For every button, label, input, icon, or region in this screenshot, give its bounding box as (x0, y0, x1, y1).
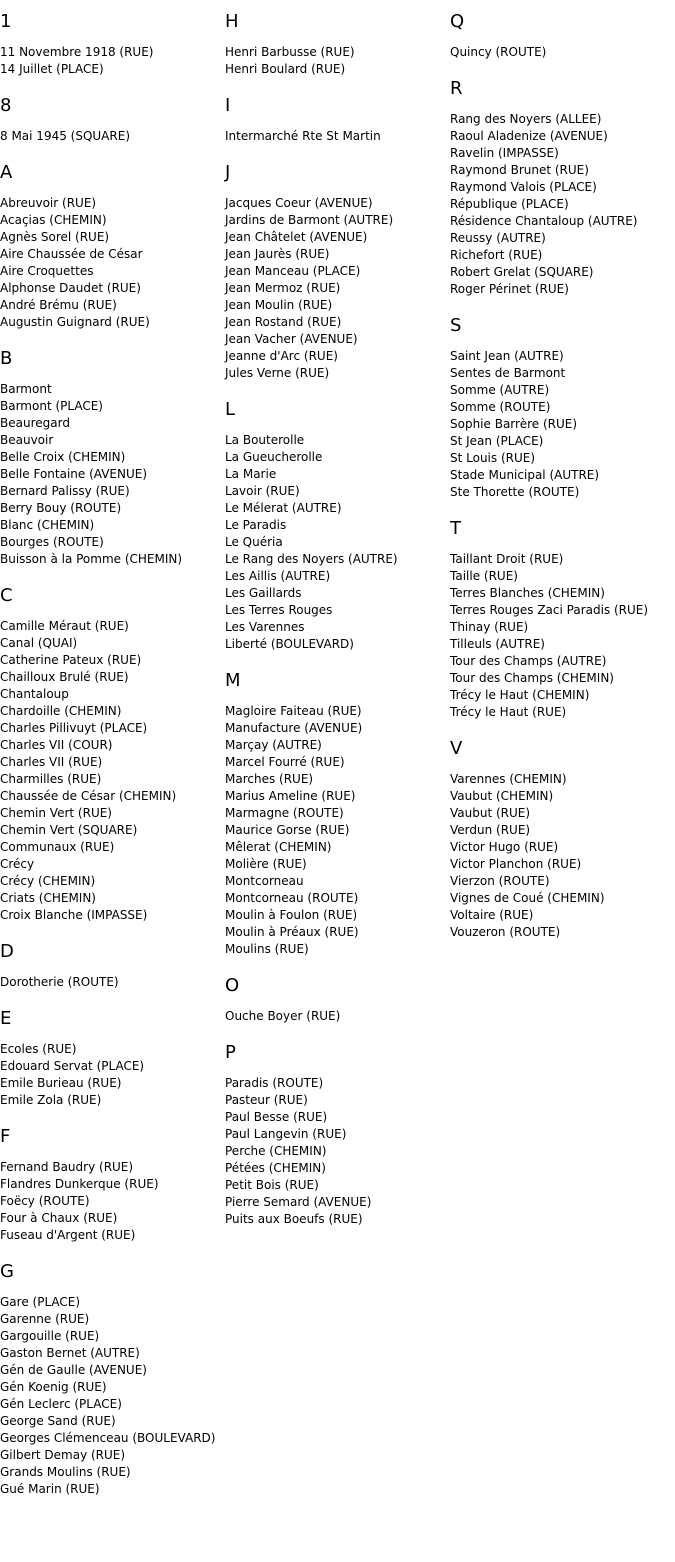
street-name: Jean Moulin (RUE) (225, 298, 333, 312)
street-name: Charmilles (RUE) (0, 772, 102, 786)
street-name: Marçay (AUTRE) (225, 738, 322, 752)
street-name: Gén de Gaulle (AVENUE) (0, 1363, 147, 1377)
street-name: Raoul Aladenize (AVENUE) (450, 129, 608, 143)
street-index-column-2 (225, 10, 445, 1244)
letter-section (450, 314, 675, 501)
street-name: Blanc (CHEMIN) (0, 518, 95, 532)
street-name: Flandres Dunkerque (RUE) (0, 1177, 159, 1191)
street-name: Paradis (ROUTE) (225, 1076, 324, 1090)
street-name: Jean Rostand (RUE) (225, 315, 342, 329)
street-name: Chardoille (CHEMIN) (0, 704, 122, 718)
street-name: Charles VII (COUR) (0, 738, 113, 752)
street-name: Les Varennes (225, 620, 305, 634)
letter-section (0, 1260, 220, 1498)
street-name: Emile Burieau (RUE) (0, 1076, 122, 1090)
street-name: Lavoir (RUE) (225, 484, 300, 498)
street-name: Barmont (PLACE) (0, 399, 103, 413)
section-letter-heading: V (450, 738, 463, 759)
street-name: Emile Zola (RUE) (0, 1093, 102, 1107)
street-name: 11 Novembre 1918 (RUE) (0, 45, 154, 59)
letter-section (225, 974, 445, 1025)
letter-section (225, 1041, 445, 1228)
street-name: Moulin à Préaux (RUE) (225, 925, 359, 939)
section-letter-heading: T (450, 518, 461, 539)
letter-section (450, 10, 675, 61)
street-name: La Marie (225, 467, 277, 481)
street-name: Buisson à la Pomme (CHEMIN) (0, 552, 183, 566)
street-name: Paul Besse (RUE) (225, 1110, 328, 1124)
letter-section (450, 77, 675, 298)
street-name: Ravelin (IMPASSE) (450, 146, 559, 160)
street-name: Robert Grelat (SQUARE) (450, 265, 594, 279)
street-name: Gargouille (RUE) (0, 1329, 100, 1343)
street-name: Ouche Boyer (RUE) (225, 1009, 341, 1023)
street-name: Raymond Brunet (RUE) (450, 163, 589, 177)
section-letter-heading: 8 (0, 95, 12, 116)
section-letter-heading: P (225, 1042, 236, 1063)
street-name: Intermarché Rte St Martin (225, 129, 381, 143)
street-name: Abreuvoir (RUE) (0, 196, 97, 210)
street-name: Gué Marin (RUE) (0, 1482, 100, 1496)
section-letter-heading: A (0, 162, 13, 183)
street-name: Camille Méraut (RUE) (0, 619, 129, 633)
street-name: Sophie Barrère (RUE) (450, 417, 578, 431)
section-letter-heading: B (0, 348, 13, 369)
street-name: Charles Pillivuyt (PLACE) (0, 721, 148, 735)
street-name: Foëcy (ROUTE) (0, 1194, 90, 1208)
street-name: Alphonse Daudet (RUE) (0, 281, 141, 295)
street-name: Marches (RUE) (225, 772, 314, 786)
street-name: Taille (RUE) (450, 569, 518, 583)
street-name: Rang des Noyers (ALLEE) (450, 112, 602, 126)
street-name: Maurice Gorse (RUE) (225, 823, 350, 837)
street-name: Aire Chaussée de César (0, 247, 143, 261)
street-name: Chemin Vert (RUE) (0, 806, 112, 820)
street-name: Les Terres Rouges (225, 603, 333, 617)
street-name: Tour des Champs (CHEMIN) (450, 671, 614, 685)
street-index-column-3 (450, 10, 675, 957)
letter-section (0, 161, 220, 331)
street-name: Berry Bouy (ROUTE) (0, 501, 122, 515)
street-name: Vignes de Coué (CHEMIN) (450, 891, 605, 905)
street-name: Chailloux Brulé (RUE) (0, 670, 129, 684)
street-name: Somme (AUTRE) (450, 383, 550, 397)
letter-section (0, 1125, 220, 1244)
letter-section (450, 517, 675, 721)
street-name: Reussy (AUTRE) (450, 231, 546, 245)
street-name: La Bouterolle (225, 433, 305, 447)
street-name: Croix Blanche (IMPASSE) (0, 908, 148, 922)
street-name: République (PLACE) (450, 197, 569, 211)
section-letter-heading: D (0, 941, 14, 962)
street-name: Charles VII (RUE) (0, 755, 103, 769)
street-name: Jeanne d'Arc (RUE) (225, 349, 338, 363)
street-name: Terres Rouges Zaci Paradis (RUE) (450, 603, 649, 617)
street-name: Perche (CHEMIN) (225, 1144, 327, 1158)
section-letter-heading: I (225, 95, 231, 116)
street-name: Trécy le Haut (CHEMIN) (450, 688, 590, 702)
street-name: Marcel Fourré (RUE) (225, 755, 345, 769)
street-name: Fuseau d'Argent (RUE) (0, 1228, 136, 1242)
letter-section (0, 10, 220, 78)
street-name: Agnès Sorel (RUE) (0, 230, 110, 244)
street-name: La Gueucherolle (225, 450, 323, 464)
street-name: Les Aillis (AUTRE) (225, 569, 331, 583)
section-letter-heading: E (0, 1008, 12, 1029)
street-name: Gilbert Demay (RUE) (0, 1448, 126, 1462)
street-name: Vouzeron (ROUTE) (450, 925, 561, 939)
letter-section (0, 94, 220, 145)
street-name: Jean Mermoz (RUE) (225, 281, 341, 295)
street-name: 8 Mai 1945 (SQUARE) (0, 129, 130, 143)
section-letter-heading: H (225, 11, 239, 32)
section-letter-heading: L (225, 399, 236, 420)
street-name: Canal (QUAI) (0, 636, 78, 650)
letter-section (225, 94, 445, 145)
street-name: Georges Clémenceau (BOULEVARD) (0, 1431, 216, 1445)
street-name: Saint Jean (AUTRE) (450, 349, 564, 363)
letter-section (0, 584, 220, 924)
street-name: Marmagne (ROUTE) (225, 806, 344, 820)
street-name: Jean Vacher (AVENUE) (225, 332, 358, 346)
street-name: Molière (RUE) (225, 857, 307, 871)
street-name: Victor Hugo (RUE) (450, 840, 559, 854)
street-name: Manufacture (AVENUE) (225, 721, 363, 735)
street-name: Bernard Palissy (RUE) (0, 484, 130, 498)
street-name: Ecoles (RUE) (0, 1042, 77, 1056)
street-name: Montcorneau (ROUTE) (225, 891, 359, 905)
street-name: Moulin à Foulon (RUE) (225, 908, 358, 922)
section-letter-heading: J (225, 162, 231, 183)
street-name: Marius Ameline (RUE) (225, 789, 356, 803)
street-name: St Louis (RUE) (450, 451, 536, 465)
street-name: Montcorneau (225, 874, 304, 888)
street-name: Henri Boulard (RUE) (225, 62, 346, 76)
street-name: Roger Périnet (RUE) (450, 282, 569, 296)
street-name: Quincy (ROUTE) (450, 45, 547, 59)
street-name: Raymond Valois (PLACE) (450, 180, 597, 194)
street-name: Edouard Servat (PLACE) (0, 1059, 145, 1073)
section-letter-heading: F (0, 1126, 11, 1147)
street-name: Dorotherie (ROUTE) (0, 975, 119, 989)
section-letter-heading: G (0, 1261, 14, 1282)
letter-section (0, 940, 220, 991)
section-letter-heading: Q (450, 11, 465, 32)
letter-section (0, 347, 220, 568)
street-name: Jacques Coeur (AVENUE) (225, 196, 373, 210)
section-letter-heading: O (225, 975, 240, 996)
street-name: 14 Juillet (PLACE) (0, 62, 104, 76)
street-name: Vaubut (CHEMIN) (450, 789, 554, 803)
street-name: Gén Leclerc (PLACE) (0, 1397, 122, 1411)
street-name: Le Quéria (225, 535, 283, 549)
street-name: Pierre Semard (AVENUE) (225, 1195, 372, 1209)
street-name: Pétées (CHEMIN) (225, 1161, 326, 1175)
street-name: Tour des Champs (AUTRE) (450, 654, 607, 668)
street-name: Ste Thorette (ROUTE) (450, 485, 580, 499)
street-name: Aire Croquettes (0, 264, 94, 278)
section-letter-heading: 1 (0, 11, 12, 32)
street-name: Bourges (ROUTE) (0, 535, 104, 549)
letter-section (225, 669, 445, 958)
street-name: Magloire Faiteau (RUE) (225, 704, 362, 718)
street-name: Jean Jaurès (RUE) (225, 247, 330, 261)
street-name: Acaçias (CHEMIN) (0, 213, 107, 227)
street-name: George Sand (RUE) (0, 1414, 116, 1428)
street-name: Jean Châtelet (AVENUE) (225, 230, 368, 244)
street-name: Jardins de Barmont (AUTRE) (225, 213, 394, 227)
street-name: Victor Planchon (RUE) (450, 857, 582, 871)
street-name: Grands Moulins (RUE) (0, 1465, 131, 1479)
letter-section (225, 398, 445, 653)
letter-section (0, 1007, 220, 1109)
street-name: Beauregard (0, 416, 70, 430)
street-name: Chemin Vert (SQUARE) (0, 823, 138, 837)
street-name: Mêlerat (CHEMIN) (225, 840, 332, 854)
street-name: Voltaire (RUE) (450, 908, 534, 922)
street-name: Belle Fontaine (AVENUE) (0, 467, 148, 481)
street-name: Somme (ROUTE) (450, 400, 551, 414)
street-name: Augustin Guignard (RUE) (0, 315, 150, 329)
section-letter-heading: M (225, 670, 241, 691)
street-name: Crécy (CHEMIN) (0, 874, 96, 888)
street-name: Puits aux Boeufs (RUE) (225, 1212, 363, 1226)
street-name: Taillant Droit (RUE) (450, 552, 564, 566)
street-name: Gare (PLACE) (0, 1295, 81, 1309)
street-name: Stade Municipal (AUTRE) (450, 468, 600, 482)
street-name: Terres Blanches (CHEMIN) (450, 586, 605, 600)
street-name: Criats (CHEMIN) (0, 891, 96, 905)
street-name: Fernand Baudry (RUE) (0, 1160, 134, 1174)
street-name: Chantaloup (0, 687, 69, 701)
street-name: Vierzon (ROUTE) (450, 874, 550, 888)
street-name: Thinay (RUE) (450, 620, 529, 634)
street-index-column-1 (0, 10, 220, 1514)
street-name: Chaussée de César (CHEMIN) (0, 789, 177, 803)
street-name: André Brému (RUE) (0, 298, 117, 312)
street-name: Petit Bois (RUE) (225, 1178, 319, 1192)
street-name: Henri Barbusse (RUE) (225, 45, 355, 59)
street-name: Moulins (RUE) (225, 942, 309, 956)
section-letter-heading: S (450, 315, 462, 336)
letter-section (450, 737, 675, 941)
street-name: Tilleuls (AUTRE) (450, 637, 545, 651)
street-name: Garenne (RUE) (0, 1312, 90, 1326)
street-name: Verdun (RUE) (450, 823, 531, 837)
street-name: Résidence Chantaloup (AUTRE) (450, 214, 638, 228)
street-name: Beauvoir (0, 433, 54, 447)
street-name: Le Paradis (225, 518, 287, 532)
street-name: Communaux (RUE) (0, 840, 115, 854)
street-name: Varennes (CHEMIN) (450, 772, 567, 786)
street-name: Sentes de Barmont (450, 366, 566, 380)
street-name: Trécy le Haut (RUE) (450, 705, 567, 719)
street-name: Jean Manceau (PLACE) (225, 264, 361, 278)
street-name: Le Rang des Noyers (AUTRE) (225, 552, 398, 566)
street-name: Paul Langevin (RUE) (225, 1127, 347, 1141)
street-name: Le Mélerat (AUTRE) (225, 501, 342, 515)
street-name: Catherine Pateux (RUE) (0, 653, 142, 667)
street-name: Gaston Bernet (AUTRE) (0, 1346, 140, 1360)
letter-section (225, 161, 445, 382)
street-name: Crécy (0, 857, 35, 871)
street-name: Pasteur (RUE) (225, 1093, 308, 1107)
street-name: Four à Chaux (RUE) (0, 1211, 118, 1225)
section-letter-heading: C (0, 585, 13, 606)
street-name: Belle Croix (CHEMIN) (0, 450, 126, 464)
section-letter-heading: R (450, 78, 463, 99)
street-name: Les Gaillards (225, 586, 302, 600)
street-name: Gén Koenig (RUE) (0, 1380, 107, 1394)
street-name: Barmont (0, 382, 52, 396)
street-name: Jules Verne (RUE) (225, 366, 330, 380)
street-name: St Jean (PLACE) (450, 434, 544, 448)
street-name: Vaubut (RUE) (450, 806, 531, 820)
letter-section (225, 10, 445, 78)
street-name: Liberté (BOULEVARD) (225, 637, 354, 651)
street-name: Richefort (RUE) (450, 248, 543, 262)
